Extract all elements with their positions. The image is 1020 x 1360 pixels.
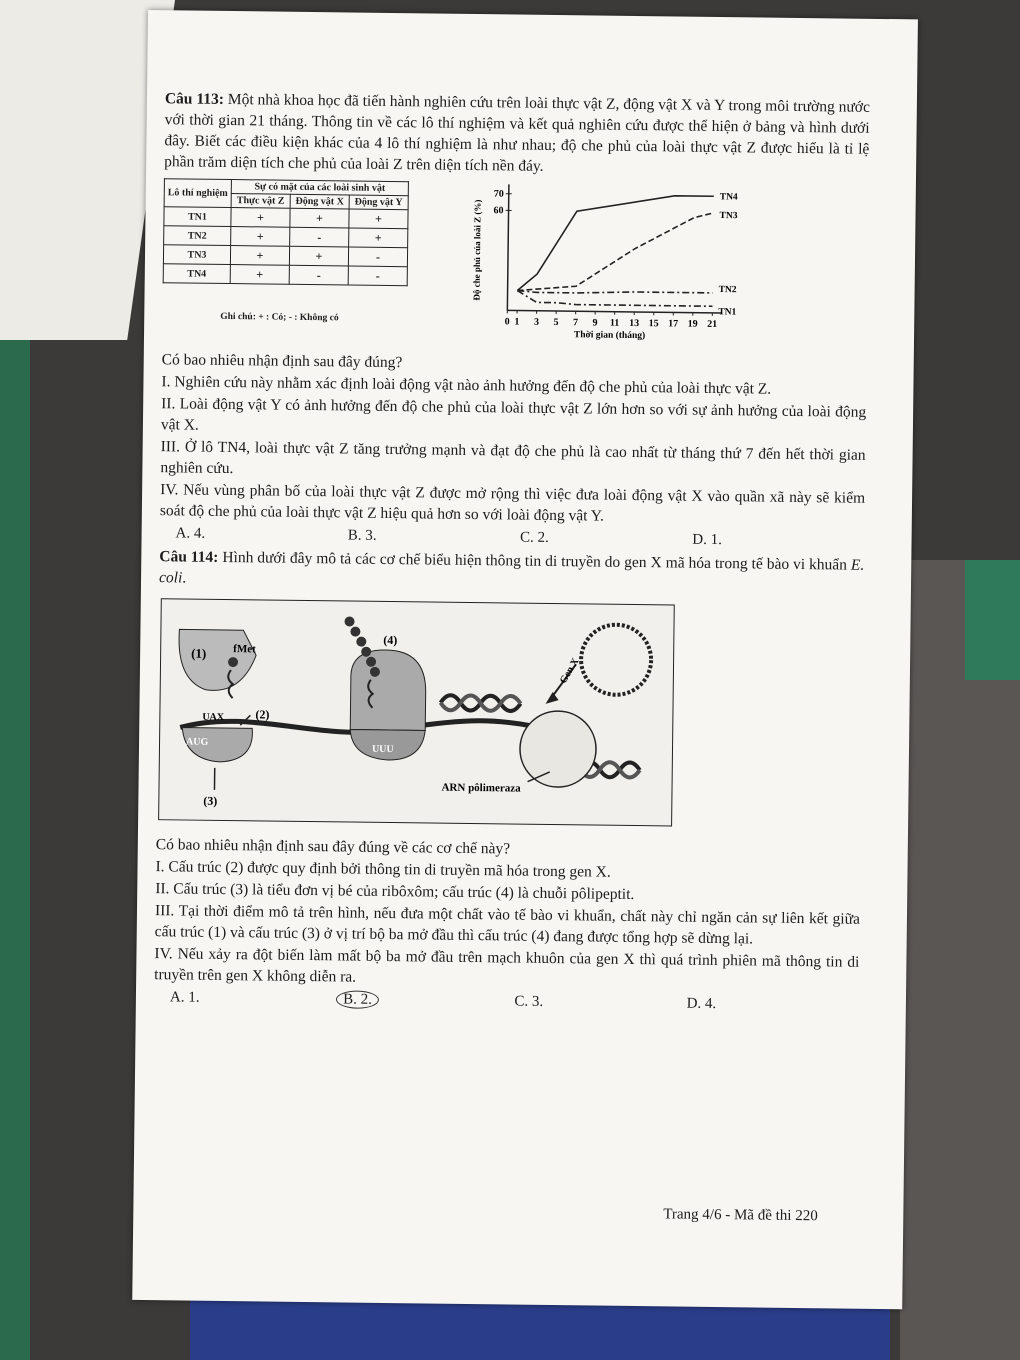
- page-content: [154, 88, 870, 1019]
- table-cell: +: [230, 246, 289, 266]
- q114-intro-species: E. coli: [158, 556, 865, 587]
- table-cell: +: [349, 228, 408, 248]
- table-cell-lot: TN1: [164, 207, 231, 227]
- q114-answer-b: [342, 989, 514, 1012]
- x-tick-label: 17: [668, 318, 679, 330]
- q114-answer-b-circled: B. 2.: [336, 990, 379, 1009]
- table-cell: +: [231, 208, 290, 228]
- table-header-animal-y: Động vật Y: [349, 195, 408, 210]
- exam-page: [132, 10, 918, 1309]
- table-cell-lot: TN2: [164, 226, 231, 246]
- table-cell: +: [230, 265, 289, 285]
- q114-intro-text: Hình dưới đây mô tả các cơ chế biểu hiện thông tin di truyền do gen X mã hóa trong tế bào vi khuẩn: [222, 548, 852, 574]
- q114-label: Câu 114:: [159, 548, 219, 566]
- y-tick-label: 60: [493, 205, 504, 217]
- q113-label: Câu 113:: [164, 90, 225, 108]
- x-tick-label: 3: [533, 316, 540, 328]
- x-tick-label: 9: [592, 317, 598, 329]
- y-axis: [507, 184, 509, 310]
- q114-answer-a: A. 1.: [169, 989, 200, 1006]
- table-cell-lot: TN3: [163, 245, 230, 265]
- gene-arrow-head: [546, 692, 559, 704]
- x-tick-label: 7: [572, 317, 579, 329]
- series-label-tn4: TN4: [719, 192, 738, 203]
- q113-answer-c: C. 2.: [519, 529, 549, 546]
- table-cell: -: [289, 265, 348, 285]
- table-header-animal-x: Động vật X: [290, 194, 349, 209]
- q114-statement-4: IV. Nếu xảy ra đột biến làm mất bộ ba mở đầu trên mạch khuôn của gen X thì quá trình phiên mã thông tin di truyền trên gen X không diễn ra.: [154, 945, 860, 986]
- q113-answer-b: B. 3.: [347, 527, 377, 544]
- ribosome-translating: [350, 650, 426, 731]
- q114-intro: [159, 546, 864, 597]
- rna-polymerase: [520, 711, 597, 788]
- table-cell: -: [348, 266, 407, 286]
- q113-statement-3: III. Ở lô TN4, loài thực vật Z tăng trưởng mạnh và đạt độ che phủ là cao nhất từ tháng thứ 7 đến hết thời gian nghiên cứu.: [160, 438, 866, 478]
- background-green-cover: [0, 330, 30, 1360]
- y-axis-label: Độ che phủ của loài Z (%): [471, 199, 483, 301]
- table-cell: +: [349, 209, 408, 229]
- q113-intro-text: Một nhà khoa học đã tiến hành nghiên cứu trên loài thực vật Z, động vật X và Y trong môi trường nước với thời gian 21 tháng. Thông tin về các lô thí nghiệm và kết quả nghiên cứu được thể hiện ở bảng và hình dưới đây. Biết các điều kiện khác của 4 lô thí nghiệm là như nhau; độ che phủ của loài thực vật Z được hiểu là tỉ lệ phần trăm diện tích che phủ của loài Z trên diện tích nền đáy.: [164, 90, 870, 175]
- series-label-tn1: TN1: [718, 307, 737, 318]
- table-note: Ghi chú: + : Có; - : Không có: [220, 311, 339, 324]
- q113-statement-1: I. Nghiên cứu này nhằm xác định loài động vật nào ảnh hưởng đến độ che phủ của loài thực vật Z.: [161, 373, 772, 398]
- coverage-chart-svg: [467, 178, 759, 352]
- plasmid-circle: [581, 624, 652, 695]
- series-line-tn3: [517, 211, 713, 293]
- label-arn-polymerase: ARN pôlimeraza: [441, 781, 521, 795]
- table-cell-lot: TN4: [163, 264, 230, 284]
- table-cell: +: [289, 246, 348, 266]
- background-green-strip: [965, 560, 1020, 680]
- q114-statement-2: II. Cấu trúc (3) là tiểu đơn vị bé của ribôxôm; cấu trúc (4) là chuỗi pôlipeptit.: [155, 880, 635, 904]
- series-label-tn2: TN2: [718, 284, 737, 296]
- x-tick-label: 11: [609, 317, 620, 329]
- x-axis-label: Thời gian (tháng): [573, 330, 646, 342]
- label-gen-x: Gen X: [557, 656, 582, 686]
- x-tick-label: 0: [504, 316, 510, 328]
- label-aug: AUG: [185, 736, 209, 748]
- gene-expression-diagram: [158, 598, 675, 826]
- table-cell: -: [348, 247, 407, 267]
- x-tick-label: 19: [687, 318, 698, 330]
- series-line-tn4: [517, 194, 713, 293]
- q113-intro: [164, 88, 870, 181]
- q114-intro-end: .: [182, 569, 187, 587]
- q113-answer-a: A. 4.: [175, 525, 206, 542]
- table-header-group: Sự có mặt của các loài sinh vật: [231, 180, 408, 196]
- label-2: (2): [255, 707, 270, 722]
- table-cell: +: [290, 208, 349, 228]
- page-footer: Trang 4/6 - Mã đề thi 220: [663, 1206, 818, 1225]
- gene-expression-svg: [159, 599, 674, 825]
- q113-statement-2: II. Loài động vật Y có ảnh hưởng đến độ che phủ của loài thực vật Z lớn hơn so với sự ảnh hưởng của loài động vật X.: [160, 395, 867, 434]
- table-cell: -: [290, 227, 349, 247]
- label-1: (1): [191, 645, 207, 661]
- table-row: [163, 264, 407, 286]
- series-line-tn2: [517, 291, 712, 295]
- table-header-lot: Lô thí nghiệm: [164, 179, 231, 208]
- experiment-table: [163, 178, 409, 286]
- q114-answer-d: D. 4.: [686, 995, 717, 1013]
- q114-statement-1: I. Cấu trúc (2) được quy định bởi thông tin di truyền mã hóa trong gen X.: [155, 858, 611, 881]
- x-tick-label: 1: [514, 316, 520, 328]
- x-tick-label: 15: [648, 318, 659, 330]
- y-tick-label: 70: [493, 188, 504, 200]
- label-3: (3): [203, 793, 218, 808]
- q113-question: Có bao nhiêu nhận định sau đây đúng?: [161, 351, 403, 372]
- x-tick-label: 5: [553, 316, 559, 329]
- q114-answer-c: C. 3.: [514, 993, 544, 1010]
- series-label-tn3: TN3: [719, 210, 738, 222]
- label-uax: UAX: [202, 711, 225, 723]
- q114-statement-3: III. Tại thời điểm mô tả trên hình, nếu đưa một chất vào tế bào vi khuẩn, chất này chỉ ngăn cản sự liên kết giữa cấu trúc (1) và cấu trúc (3) ở vị trí bộ ba mở đầu thì cấu trúc (4) đang được tổng hợp sẽ dừng lại.: [154, 902, 861, 948]
- q113-answer-d: D. 1.: [692, 531, 723, 549]
- label-fmet: fMet: [233, 643, 256, 656]
- background-surface: [900, 560, 1020, 1360]
- label-4: (4): [383, 632, 398, 648]
- x-tick-label: 21: [707, 318, 718, 330]
- label-uuu: UUU: [371, 743, 394, 756]
- q114-question: Có bao nhiêu nhận định sau đây đúng về các cơ chế này?: [155, 836, 511, 858]
- table-header-plant-z: Thực vật Z: [231, 194, 290, 209]
- q113-figures: [162, 174, 869, 358]
- x-tick-label: 13: [629, 317, 640, 330]
- q113-statement-4: IV. Nếu vùng phân bố của loài thực vật Z được mở rộng thì việc đưa loài động vật X vào quần xã này sẽ kiểm soát độ che phủ của loài thực vật Z hiệu quả hơn so với loài động vật Y.: [159, 481, 866, 525]
- coverage-chart: [467, 178, 759, 358]
- table-cell: +: [231, 227, 290, 247]
